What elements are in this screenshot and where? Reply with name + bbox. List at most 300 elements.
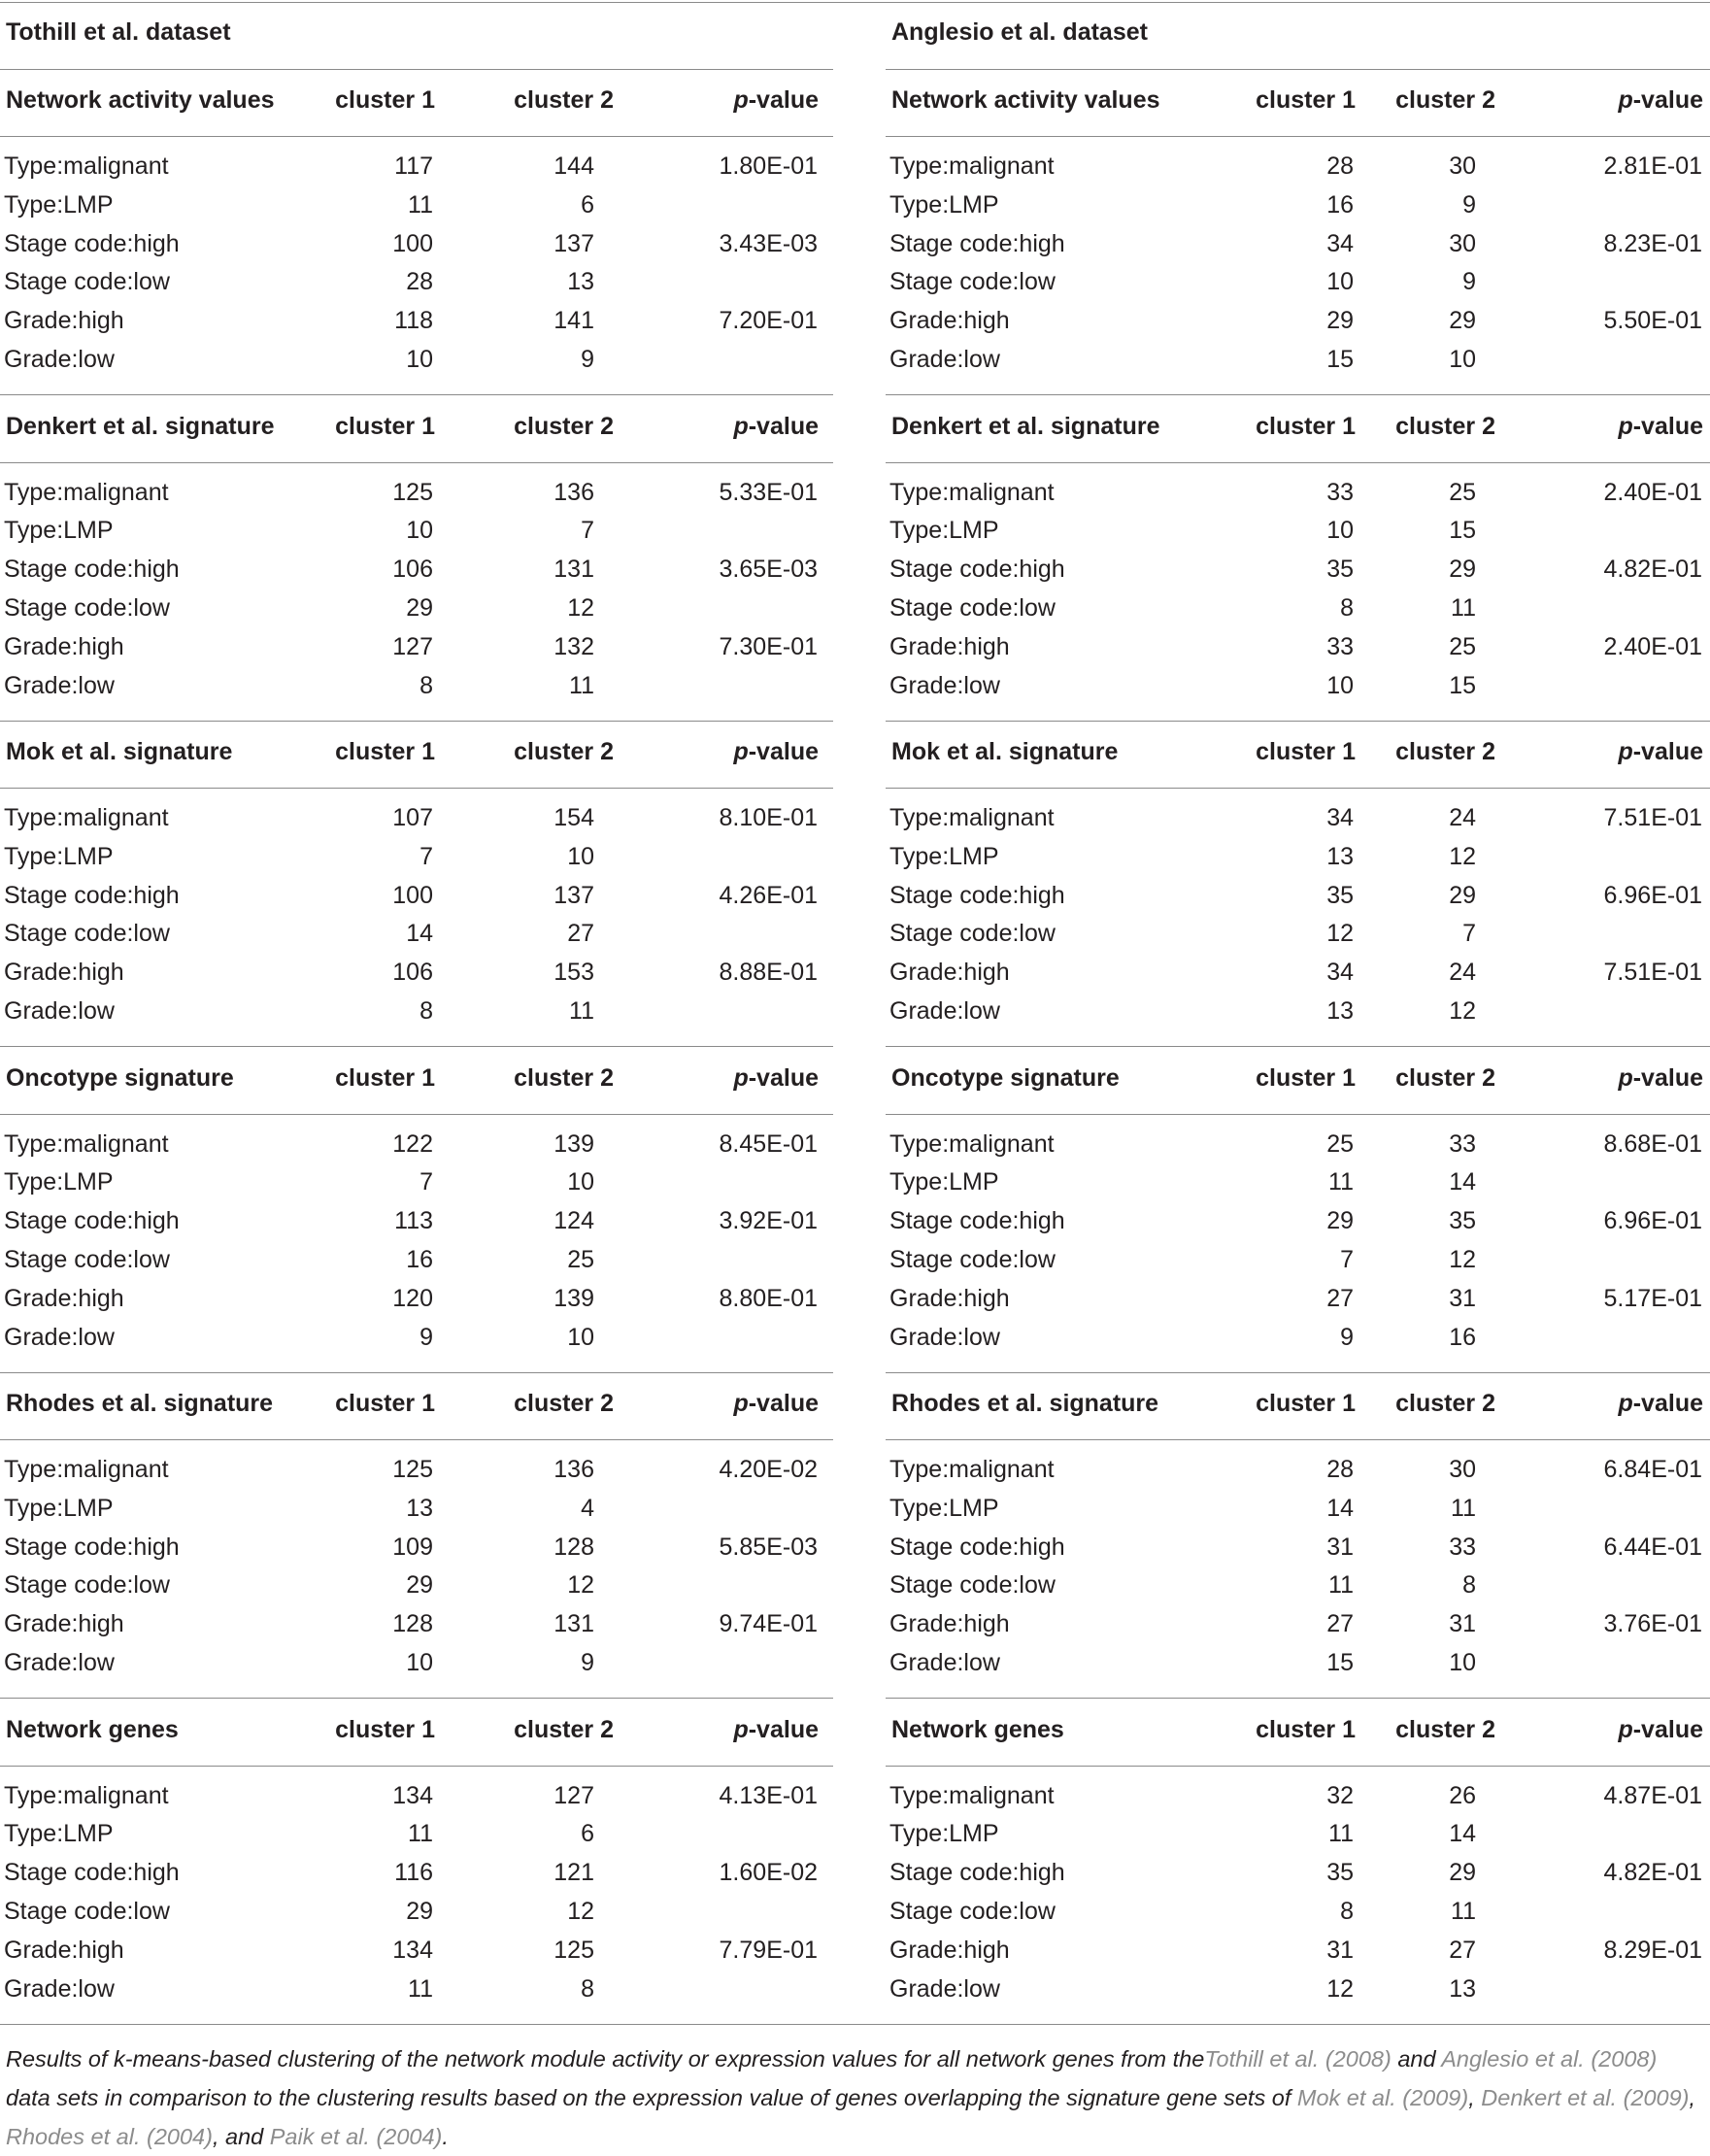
- caption-text: data sets in comparison to the clustering results based on the expression value of genes overlapping the signature gene sets of: [6, 2084, 1297, 2110]
- row-label: Grade:low: [889, 346, 1000, 373]
- cluster2-value: 14: [1449, 1820, 1476, 1848]
- pvalue-header: [1618, 1716, 1703, 1744]
- section-header-rule: [0, 1766, 833, 1767]
- cluster1-value: 15: [1326, 346, 1354, 373]
- cluster2-value: 132: [553, 632, 594, 660]
- bottom-rule: [0, 2024, 1710, 2025]
- p-value: 6.44E-01: [1603, 1533, 1702, 1561]
- cluster1-value: 128: [392, 1610, 433, 1638]
- cluster2-value: 10: [1449, 1649, 1476, 1676]
- cluster2-value: 26: [1449, 1781, 1476, 1809]
- cluster1-value: 29: [406, 593, 433, 622]
- cluster2-value: 12: [567, 1897, 594, 1925]
- cluster2-value: 136: [553, 1456, 594, 1483]
- section-header-rule: [0, 136, 833, 137]
- cluster2-value: 141: [553, 307, 594, 335]
- cluster2-value: 14: [1449, 1168, 1476, 1196]
- pvalue-header-p: p: [733, 738, 749, 765]
- cluster1-value: 34: [1326, 959, 1354, 987]
- cluster2-value: 144: [553, 152, 594, 180]
- p-value: 6.84E-01: [1603, 1456, 1702, 1483]
- cluster1-value: 10: [406, 517, 433, 545]
- reference-link-mok[interactable]: Mok et al. (2009): [1296, 2084, 1469, 2110]
- p-value: 4.82E-01: [1603, 556, 1702, 584]
- row-label: Stage code:high: [889, 229, 1065, 257]
- cluster2-value: 12: [1449, 997, 1476, 1025]
- row-label: Type:malignant: [4, 1781, 169, 1809]
- cluster2-header: cluster 2: [1395, 1063, 1495, 1092]
- pvalue-header-p: p: [1618, 738, 1633, 765]
- cluster1-value: 8: [419, 671, 433, 699]
- row-label: Type:LMP: [889, 1494, 999, 1522]
- cluster2-value: 12: [567, 1571, 594, 1600]
- cluster2-value: 136: [553, 478, 594, 506]
- row-label: Type:malignant: [4, 804, 169, 831]
- cluster2-value: 24: [1449, 804, 1476, 831]
- cluster1-header: cluster 1: [1256, 1715, 1356, 1743]
- row-label: Stage code:high: [889, 881, 1065, 909]
- row-label: Grade:high: [4, 307, 124, 335]
- pvalue-header-rest: -value: [1632, 1063, 1703, 1092]
- row-label: Grade:low: [4, 1974, 115, 2003]
- cluster1-value: 32: [1326, 1781, 1354, 1809]
- p-value: 9.74E-01: [719, 1610, 818, 1638]
- row-label: Type:malignant: [889, 478, 1055, 506]
- reference-link-rhodes[interactable]: Rhodes et al. (2004): [6, 2123, 213, 2149]
- p-value: 8.80E-01: [719, 1284, 818, 1312]
- pvalue-header: [1618, 86, 1703, 115]
- cluster2-header: cluster 2: [514, 412, 614, 440]
- row-label: Stage code:low: [889, 920, 1056, 948]
- row-label: Grade:high: [889, 632, 1010, 660]
- pvalue-header-rest: -value: [748, 1063, 819, 1092]
- row-label: Grade:high: [4, 1284, 124, 1312]
- pvalue-header-rest: -value: [748, 738, 819, 765]
- cluster2-value: 11: [569, 997, 594, 1025]
- cluster1-value: 122: [392, 1129, 433, 1158]
- cluster2-value: 154: [553, 804, 594, 831]
- cluster1-header: cluster 1: [1256, 1390, 1356, 1417]
- cluster2-value: 31: [1449, 1610, 1476, 1638]
- dataset-title: Tothill et al. dataset: [6, 18, 231, 46]
- cluster1-value: 34: [1326, 804, 1354, 831]
- row-label: Type:LMP: [4, 1168, 114, 1196]
- cluster2-value: 25: [1449, 478, 1476, 506]
- section-header-label: Network genes: [891, 1715, 1064, 1743]
- cluster2-value: 8: [581, 1974, 594, 2003]
- row-label: Grade:high: [889, 307, 1010, 335]
- cluster1-value: 31: [1326, 1533, 1354, 1561]
- row-label: Grade:high: [889, 1284, 1010, 1312]
- cluster2-value: 24: [1449, 959, 1476, 987]
- cluster1-value: 118: [394, 307, 433, 335]
- cluster2-header: cluster 2: [1395, 738, 1495, 765]
- reference-link-denkert[interactable]: Denkert et al. (2009): [1481, 2084, 1690, 2110]
- top-rule: [0, 2, 1710, 3]
- section-separator-rule: [886, 1046, 1710, 1047]
- pvalue-header: [1618, 1390, 1703, 1418]
- row-label: Type:malignant: [889, 1129, 1055, 1158]
- pvalue-header-rest: -value: [1632, 86, 1703, 114]
- cluster1-value: 8: [1340, 593, 1354, 622]
- p-value: 7.51E-01: [1603, 804, 1702, 831]
- pvalue-header: [1618, 738, 1703, 766]
- cluster2-value: 10: [567, 842, 594, 870]
- cluster2-header: cluster 2: [1395, 1390, 1495, 1417]
- cluster1-value: 127: [392, 632, 433, 660]
- cluster2-value: 10: [567, 1323, 594, 1351]
- cluster2-value: 124: [553, 1207, 594, 1235]
- pvalue-header-p: p: [733, 1390, 749, 1417]
- row-label: Grade:low: [4, 346, 115, 373]
- cluster2-header: cluster 2: [1395, 1715, 1495, 1743]
- cluster1-value: 109: [392, 1533, 433, 1561]
- section-separator-rule: [886, 394, 1710, 395]
- p-value: 1.60E-02: [719, 1859, 818, 1887]
- p-value: 7.30E-01: [719, 632, 818, 660]
- cluster1-value: 13: [406, 1494, 433, 1522]
- row-label: Type:LMP: [889, 1168, 999, 1196]
- row-label: Grade:low: [889, 671, 1000, 699]
- row-label: Grade:high: [4, 632, 124, 660]
- section-header-label: Rhodes et al. signature: [6, 1390, 274, 1417]
- pvalue-header: [1618, 1064, 1703, 1093]
- row-label: Stage code:high: [889, 1859, 1065, 1887]
- cluster2-value: 30: [1449, 229, 1476, 257]
- row-label: Grade:high: [4, 1610, 124, 1638]
- row-label: Grade:high: [889, 1610, 1010, 1638]
- row-label: Type:malignant: [889, 804, 1055, 831]
- row-label: Grade:high: [4, 959, 124, 987]
- pvalue-header-rest: -value: [1632, 738, 1703, 765]
- section-header-label: Mok et al. signature: [891, 738, 1119, 765]
- row-label: Grade:low: [4, 1323, 115, 1351]
- row-label: Grade:low: [889, 997, 1000, 1025]
- cluster1-header: cluster 1: [335, 1715, 435, 1743]
- section-separator-rule: [0, 1698, 833, 1699]
- cluster2-value: 33: [1449, 1129, 1476, 1158]
- p-value: 3.92E-01: [719, 1207, 818, 1235]
- cluster1-value: 125: [392, 1456, 433, 1483]
- pvalue-header: [733, 413, 819, 441]
- cluster1-value: 11: [408, 1820, 433, 1848]
- cluster1-value: 125: [392, 478, 433, 506]
- row-label: Grade:high: [889, 959, 1010, 987]
- cluster2-value: 121: [553, 1859, 594, 1887]
- row-label: Grade:low: [4, 997, 115, 1025]
- cluster1-value: 106: [392, 556, 433, 584]
- cluster1-header: cluster 1: [335, 412, 435, 440]
- pvalue-header-rest: -value: [1632, 1390, 1703, 1417]
- pvalue-header-rest: -value: [748, 412, 819, 440]
- cluster2-value: 12: [1449, 842, 1476, 870]
- row-label: Type:LMP: [4, 1820, 114, 1848]
- caption-text: ,: [1689, 2084, 1696, 2110]
- cluster1-value: 107: [392, 804, 433, 831]
- section-header-rule: [0, 462, 833, 463]
- section-header-label: Mok et al. signature: [6, 738, 233, 765]
- section-header-label: Oncotype signature: [6, 1063, 234, 1092]
- pvalue-header-p: p: [733, 1715, 749, 1743]
- cluster1-value: 11: [1328, 1168, 1354, 1196]
- row-label: Stage code:low: [4, 1245, 170, 1273]
- cluster1-header: cluster 1: [1256, 412, 1356, 440]
- cluster2-value: 125: [553, 1936, 594, 1964]
- cluster1-value: 106: [392, 959, 433, 987]
- p-value: 3.43E-03: [719, 229, 818, 257]
- section-separator-rule: [0, 394, 833, 395]
- cluster2-value: 9: [1462, 268, 1476, 296]
- cluster1-value: 7: [419, 842, 433, 870]
- cluster1-value: 28: [406, 268, 433, 296]
- row-label: Type:LMP: [889, 517, 999, 545]
- cluster2-header: cluster 2: [514, 1390, 614, 1417]
- row-label: Stage code:high: [889, 556, 1065, 584]
- pvalue-header: [1618, 413, 1703, 441]
- cluster2-value: 11: [1451, 593, 1476, 622]
- cluster2-value: 15: [1449, 671, 1476, 699]
- cluster1-value: 35: [1326, 881, 1354, 909]
- row-label: Type:LMP: [889, 190, 999, 219]
- section-header-rule: [886, 1439, 1710, 1440]
- cluster2-value: 29: [1449, 881, 1476, 909]
- p-value: 5.33E-01: [719, 478, 818, 506]
- row-label: Type:malignant: [4, 152, 169, 180]
- row-label: Stage code:low: [4, 268, 170, 296]
- pvalue-header-rest: -value: [748, 1715, 819, 1743]
- row-label: Type:LMP: [4, 842, 114, 870]
- cluster2-value: 11: [1451, 1897, 1476, 1925]
- cluster2-value: 33: [1449, 1533, 1476, 1561]
- cluster2-value: 25: [567, 1245, 594, 1273]
- p-value: 4.20E-02: [719, 1456, 818, 1483]
- reference-link-tothill[interactable]: Tothill et al. (2008): [1204, 2045, 1391, 2072]
- cluster1-value: 100: [392, 229, 433, 257]
- cluster1-value: 25: [1326, 1129, 1354, 1158]
- p-value: 5.85E-03: [719, 1533, 818, 1561]
- section-header-rule: [886, 462, 1710, 463]
- p-value: 6.96E-01: [1603, 881, 1702, 909]
- cluster2-value: 27: [567, 920, 594, 948]
- cluster2-header: cluster 2: [1395, 412, 1495, 440]
- caption-text: , and: [212, 2123, 270, 2149]
- cluster2-value: 29: [1449, 307, 1476, 335]
- cluster1-value: 11: [408, 190, 433, 219]
- row-label: Grade:high: [4, 1936, 124, 1964]
- row-label: Grade:low: [889, 1649, 1000, 1676]
- cluster1-value: 33: [1326, 632, 1354, 660]
- section-header-rule: [0, 1114, 833, 1115]
- pvalue-header: [733, 1064, 819, 1093]
- pvalue-header-p: p: [1618, 1715, 1633, 1743]
- cluster2-value: 27: [1449, 1936, 1476, 1964]
- cluster2-value: 131: [553, 1610, 594, 1638]
- p-value: 7.20E-01: [719, 307, 818, 335]
- caption-text: and: [1391, 2045, 1442, 2072]
- p-value: 8.88E-01: [719, 959, 818, 987]
- p-value: 3.76E-01: [1603, 1610, 1702, 1638]
- section-header-label: Denkert et al. signature: [6, 412, 275, 440]
- p-value: 8.45E-01: [719, 1129, 818, 1158]
- cluster2-value: 127: [553, 1781, 594, 1809]
- cluster2-header: cluster 2: [514, 86, 614, 114]
- reference-link-paik[interactable]: Paik et al. (2004): [269, 2123, 443, 2149]
- cluster1-value: 8: [1340, 1897, 1354, 1925]
- pvalue-header-rest: -value: [748, 86, 819, 114]
- cluster2-value: 11: [1451, 1494, 1476, 1522]
- cluster1-value: 13: [1326, 997, 1354, 1025]
- cluster2-value: 153: [553, 959, 594, 987]
- cluster1-value: 29: [1326, 307, 1354, 335]
- cluster1-value: 27: [1326, 1610, 1354, 1638]
- row-label: Stage code:high: [4, 1533, 180, 1561]
- pvalue-header-p: p: [1618, 1390, 1633, 1417]
- cluster1-value: 35: [1326, 556, 1354, 584]
- cluster2-header: cluster 2: [1395, 86, 1495, 114]
- cluster2-value: 139: [553, 1284, 594, 1312]
- cluster2-value: 25: [1449, 632, 1476, 660]
- cluster2-value: 7: [1462, 920, 1476, 948]
- cluster2-value: 9: [581, 346, 594, 373]
- cluster1-header: cluster 1: [1256, 86, 1356, 114]
- p-value: 4.82E-01: [1603, 1859, 1702, 1887]
- caption-text: Results of k-means-based clustering of the network module activity or expression values for all network genes from the: [6, 2045, 1205, 2072]
- dataset-title-rule: [0, 69, 833, 70]
- cluster2-value: 137: [553, 229, 594, 257]
- cluster1-value: 15: [1326, 1649, 1354, 1676]
- cluster1-value: 134: [392, 1781, 433, 1809]
- cluster1-header: cluster 1: [335, 1063, 435, 1092]
- cluster1-value: 29: [406, 1897, 433, 1925]
- cluster1-value: 100: [392, 881, 433, 909]
- section-separator-rule: [886, 1698, 1710, 1699]
- cluster2-value: 10: [567, 1168, 594, 1196]
- section-separator-rule: [886, 721, 1710, 722]
- pvalue-header-p: p: [1618, 412, 1633, 440]
- cluster2-value: 6: [581, 190, 594, 219]
- row-label: Stage code:low: [4, 1571, 170, 1600]
- row-label: Stage code:low: [4, 1897, 170, 1925]
- section-separator-rule: [886, 1372, 1710, 1373]
- cluster1-value: 10: [406, 1649, 433, 1676]
- section-header-label: Rhodes et al. signature: [891, 1390, 1159, 1417]
- cluster1-value: 7: [419, 1168, 433, 1196]
- cluster1-value: 120: [392, 1284, 433, 1312]
- section-separator-rule: [0, 1372, 833, 1373]
- reference-link-anglesio[interactable]: Anglesio et al. (2008): [1441, 2045, 1658, 2072]
- row-label: Stage code:high: [4, 556, 180, 584]
- cluster1-value: 31: [1326, 1936, 1354, 1964]
- p-value: 8.29E-01: [1603, 1936, 1702, 1964]
- row-label: Type:LMP: [4, 517, 114, 545]
- pvalue-header-p: p: [733, 412, 749, 440]
- p-value: 5.17E-01: [1603, 1284, 1702, 1312]
- row-label: Grade:low: [889, 1323, 1000, 1351]
- row-label: Type:malignant: [4, 478, 169, 506]
- cluster1-value: 27: [1326, 1284, 1354, 1312]
- pvalue-header-rest: -value: [1632, 1715, 1703, 1743]
- cluster1-value: 14: [406, 920, 433, 948]
- cluster1-value: 11: [1328, 1571, 1354, 1600]
- cluster2-value: 12: [1449, 1245, 1476, 1273]
- section-header-rule: [0, 788, 833, 789]
- section-header-rule: [886, 136, 1710, 137]
- p-value: 8.10E-01: [719, 804, 818, 831]
- row-label: Type:malignant: [889, 1456, 1055, 1483]
- p-value: 3.65E-03: [719, 556, 818, 584]
- cluster1-value: 35: [1326, 1859, 1354, 1887]
- section-header-label: Network activity values: [891, 86, 1160, 114]
- section-header-rule: [886, 1114, 1710, 1115]
- p-value: 6.96E-01: [1603, 1207, 1702, 1235]
- pvalue-header-rest: -value: [748, 1390, 819, 1417]
- cluster1-value: 10: [1326, 517, 1354, 545]
- pvalue-header-p: p: [1618, 1063, 1633, 1092]
- row-label: Grade:low: [889, 1974, 1000, 2003]
- cluster2-value: 7: [581, 517, 594, 545]
- p-value: 2.40E-01: [1603, 478, 1702, 506]
- row-label: Stage code:low: [889, 593, 1056, 622]
- dataset-title: Anglesio et al. dataset: [891, 18, 1148, 46]
- p-value: 8.23E-01: [1603, 229, 1702, 257]
- cluster2-value: 139: [553, 1129, 594, 1158]
- p-value: 5.50E-01: [1603, 307, 1702, 335]
- cluster2-value: 12: [567, 593, 594, 622]
- row-label: Stage code:high: [889, 1207, 1065, 1235]
- cluster1-value: 11: [408, 1974, 433, 2003]
- cluster1-value: 10: [406, 346, 433, 373]
- cluster1-header: cluster 1: [335, 86, 435, 114]
- cluster1-value: 10: [1326, 268, 1354, 296]
- section-separator-rule: [0, 1046, 833, 1047]
- cluster1-value: 28: [1326, 152, 1354, 180]
- cluster1-value: 33: [1326, 478, 1354, 506]
- cluster1-value: 16: [406, 1245, 433, 1273]
- cluster2-value: 35: [1449, 1207, 1476, 1235]
- cluster2-value: 6: [581, 1820, 594, 1848]
- section-header-rule: [886, 788, 1710, 789]
- cluster1-value: 16: [1326, 190, 1354, 219]
- row-label: Stage code:high: [889, 1533, 1065, 1561]
- pvalue-header-p: p: [1618, 86, 1633, 114]
- caption-text: .: [442, 2123, 449, 2149]
- cluster2-value: 11: [569, 671, 594, 699]
- cluster2-value: 15: [1449, 517, 1476, 545]
- cluster2-value: 4: [581, 1494, 594, 1522]
- cluster2-value: 8: [1462, 1571, 1476, 1600]
- p-value: 4.26E-01: [719, 881, 818, 909]
- p-value: 2.40E-01: [1603, 632, 1702, 660]
- pvalue-header-rest: -value: [1632, 412, 1703, 440]
- cluster1-value: 7: [1340, 1245, 1354, 1273]
- row-label: Stage code:low: [889, 1897, 1056, 1925]
- pvalue-header-p: p: [733, 86, 749, 114]
- pvalue-header: [733, 1390, 819, 1418]
- pvalue-header-p: p: [733, 1063, 749, 1092]
- cluster1-header: cluster 1: [335, 1390, 435, 1417]
- cluster1-value: 13: [1326, 842, 1354, 870]
- cluster1-value: 11: [1328, 1820, 1354, 1848]
- section-header-rule: [886, 1766, 1710, 1767]
- p-value: 1.80E-01: [719, 152, 818, 180]
- cluster2-value: 30: [1449, 1456, 1476, 1483]
- pvalue-header: [733, 86, 819, 115]
- row-label: Stage code:high: [4, 1207, 180, 1235]
- p-value: 7.79E-01: [719, 1936, 818, 1964]
- row-label: Stage code:low: [889, 268, 1056, 296]
- pvalue-header: [733, 738, 819, 766]
- p-value: 4.13E-01: [719, 1781, 818, 1809]
